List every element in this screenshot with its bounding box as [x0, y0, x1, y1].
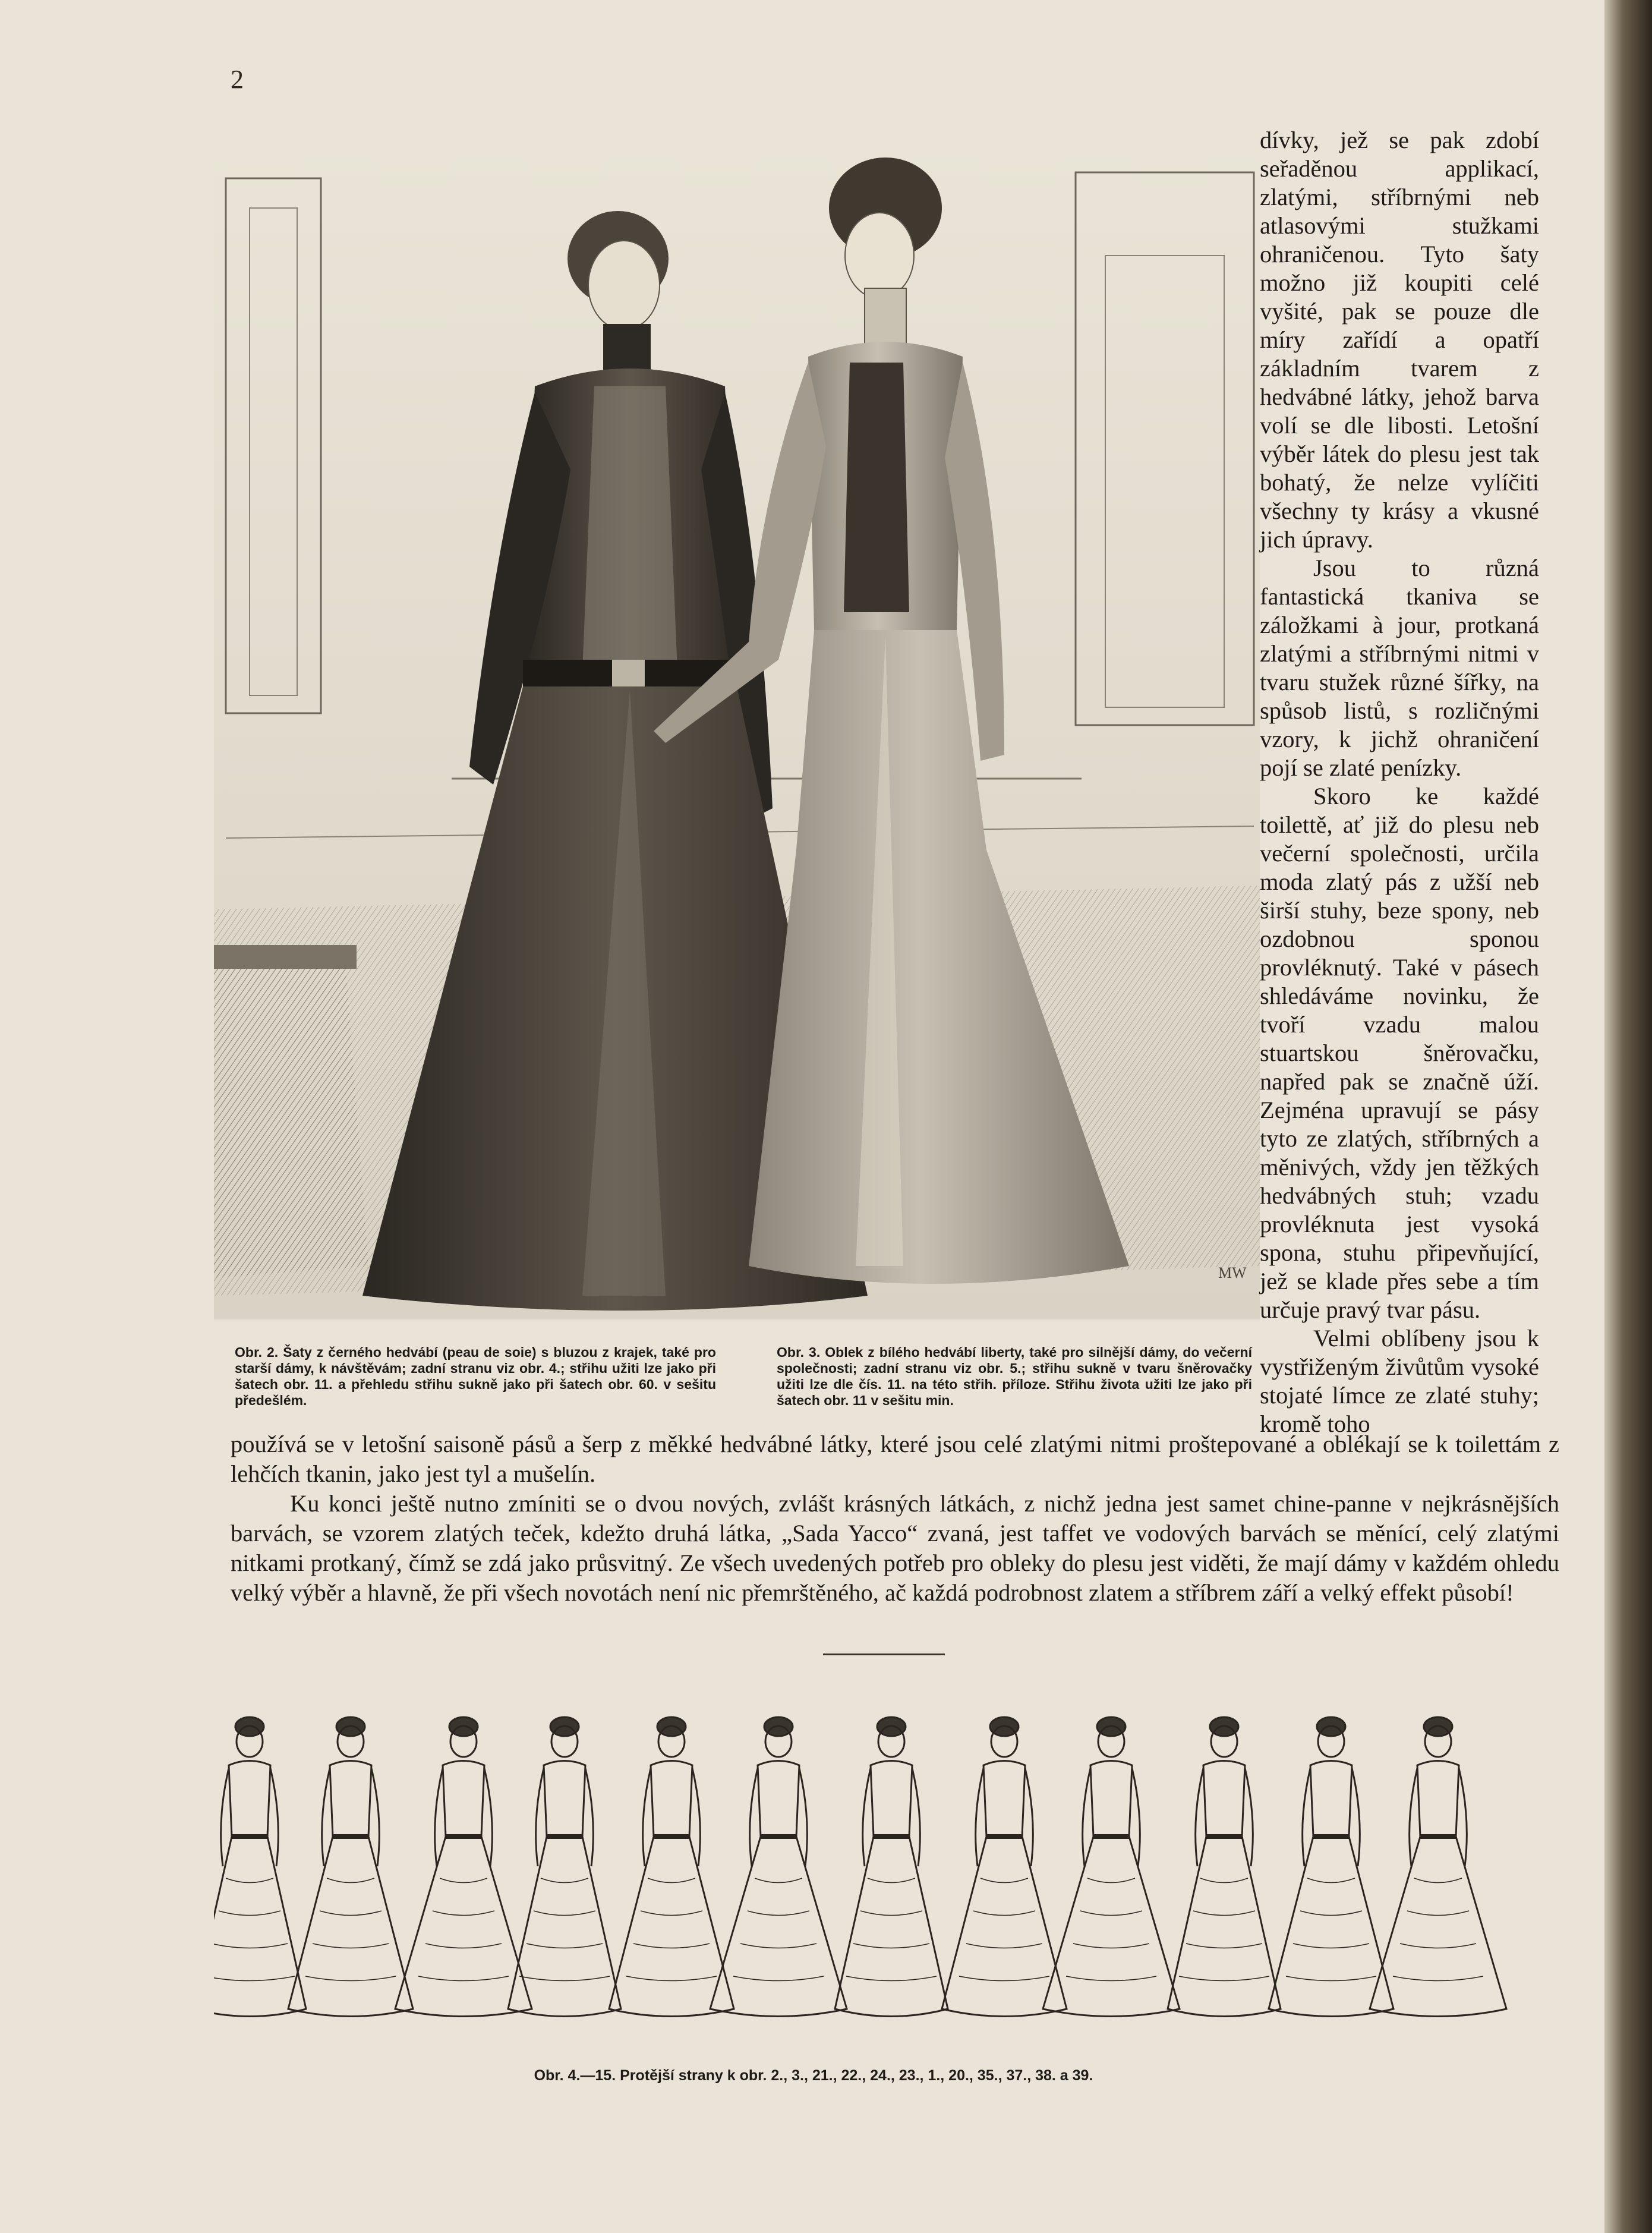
column-paragraph-2: Jsou to různá fantastická tkaniva se záložkami à jour, protkaná zlatými a stříbrnými nitmi v tvaru stužek různé šířky, na spůsob listů, s rozličnými vzory, k jichž ohraničení pojí se zlaté penízky.	[1260, 555, 1539, 781]
line-drawing-figure	[508, 1717, 621, 2017]
column-paragraph-3: Skoro ke každé toilettě, ať již do plesu neb večerní společnosti, určila moda zlatý pás z užší neb širší stuhy, beze spony, neb ozdobnou sponou provléknutý. Také v pásech shledáváme novinku, že tvoří vzadu malou stuartskou šněrovačku, napřed pak se značně úží. Zejména upravují se pásy tyto ze zlatých, stříbrných a měnivých, vždy jen těžkých hedvábných stuh; vzadu provléknuta jest vysoká spona, stuhu připevňující, jež se klade přes sebe a tím určuje pravý tvar pásu.	[1260, 783, 1539, 1323]
line-drawing-figure	[1370, 1717, 1506, 2017]
line-drawing-figure	[835, 1717, 948, 2017]
line-drawing-figure	[710, 1717, 847, 2017]
line-drawing-figure	[1269, 1717, 1394, 2017]
caption-fig3: Obr. 3. Oblek z bílého hedvábí liberty, také pro silnější dámy, do večerní společnosti; zadní stranu viz obr. 5.; střihu sukně v tvaru šněrovačky užiti lze dle čís. 11. na této střih. příloze. Střihu života užiti lze jako při šatech obr. 11 v sešitu min.	[777, 1344, 1252, 1408]
line-drawing-figure	[942, 1717, 1067, 2017]
page-number: 2	[231, 65, 244, 94]
main-paragraph-2: Ku konci ještě nutno zmíniti se o dvou nových, zvlášt krásných látkách, z nichž jedna jest samet chine-panne v nejkrásnějších barvách, se vzorem zlatých teček, kdežto druhá látka, „Sada Yacco“ zvaná, jest taffet ve vodových barvách se měnící, celý zlatými nitkami protkaný, čímž se zdá jako průsvitný. Ze všech uvedených potřeb pro obleky do plesu jest viděti, že mají dámy v každém ohledu velký výběr a hlavně, že při všech novotách není nic přemrštěného, ač každá podrobnost zlatem a stříbrem září a velký effekt působí!	[231, 1490, 1559, 1606]
main-paragraph-1: používá se v letošní saisoně pásů a šerp z měkké hedvábné látky, které jsou celé zlatými nitmi proštepované a oblékají se k toilettám z lehčích tkanin, jako jest tyl a mušelín.	[231, 1431, 1559, 1487]
main-text	[231, 1429, 1559, 1608]
caption-fig2: Obr. 2. Šaty z černého hedvábí (peau de soie) s bluzou z krajek, také pro starší dámy, k návštěvám; zadní stranu viz obr. 4.; střihu užiti lze jako při šatech obr. 11. a přehledu střihu sukně jako při šatech obr. 60. v sešitu předešlém.	[235, 1344, 716, 1408]
book-spine-edge	[1604, 0, 1652, 2233]
right-column	[1260, 126, 1539, 1438]
line-drawing-figure	[288, 1717, 413, 2017]
column-paragraph-4: Velmi oblíbeny jsou k vystřiženým živůtům vysoké stojaté límce ze zlaté stuhy; kromě toho	[1260, 1325, 1539, 1437]
line-drawing-figure	[1168, 1717, 1281, 2017]
line-drawing-figure	[609, 1717, 734, 2017]
bottom-caption: Obr. 4.—15. Protější strany k obr. 2., 3., 21., 22., 24., 23., 1., 20., 35., 37., 38. a 39.	[534, 2067, 1093, 2084]
fashion-plate-line-drawings-icon	[214, 1700, 1545, 2033]
artist-mark: MW	[1218, 1264, 1247, 1281]
line-drawing-figure	[1043, 1717, 1180, 2017]
section-divider	[823, 1654, 945, 1655]
line-drawing-figure	[214, 1717, 306, 2017]
line-drawing-figure	[395, 1717, 532, 2017]
column-paragraph-1: dívky, jež se pak zdobí seřaděnou applikací, zlatými, stříbrnými neb atlasovými stužkami ohraničenou. Tyto šaty možno již koupiti celé vyšité, pak se pouze dle míry zařídí a opatří základním tvarem z hedvábné látky, jehož barva volí se dle libosti. Letošní výběr látek do plesu jest tak bohatý, že nelze vylíčiti všechny ty krásy a vkusné jich úpravy.	[1260, 127, 1539, 553]
fashion-engraving	[214, 137, 1260, 1319]
